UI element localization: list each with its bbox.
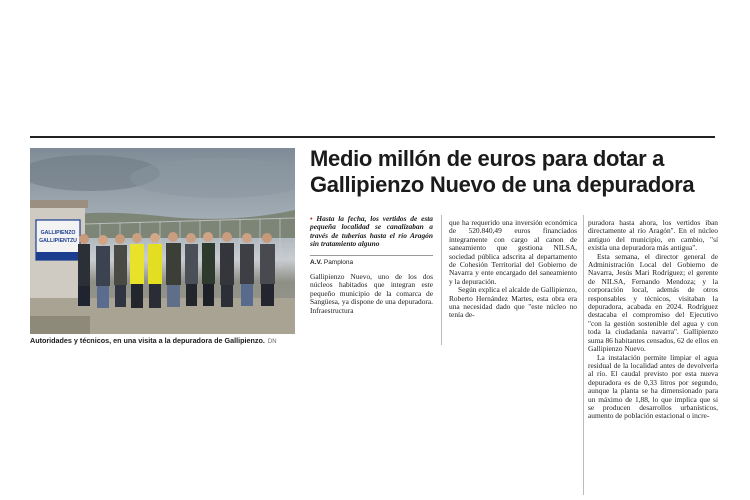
col1-paragraph-1: Gallipienzo Nuevo, uno de los dos núcleos habitados que integran este pequeño municipio de la comarca de Sangüesa, ya dispone de una depuradora. Infraestructura xyxy=(310,272,433,315)
column-1 xyxy=(310,215,433,315)
headline-line-1: Medio millón de euros para dotar a xyxy=(310,146,665,171)
lead-text: Hasta la fecha, los vertidos de esta pequeña localidad se canalizaban a través de tuberías hasta el río Aragón sin tratamiento alguno xyxy=(310,214,433,249)
byline-place: Pamplona xyxy=(323,258,354,266)
column-separator-2 xyxy=(583,215,584,495)
sign-text-2: GALLIPIENTZU xyxy=(39,238,77,244)
headline-line-2: Gallipienzo Nuevo de una depuradora xyxy=(310,172,695,197)
col3-paragraph-2: Esta semana, el director general de Administración Local del Gobierno de Navarra, Jesús Mari Rodríguez; el gerente de NILSA, Fernando Mendoza; y la corporación local, además de otros responsables y técnicos, visitaban la depuradora, acabada en 2024. Rodríguez destacaba el compromiso del Ejecutivo "con la gestión sostenible del agua y con toda la ciudadanía navarra". Gallipienzo suma 86 habitantes censados, 62 de ellos en Gallipienzo Nuevo. xyxy=(588,251,718,354)
lead-paragraph xyxy=(310,215,433,249)
col3-paragraph-3: La instalación permite limpiar el agua residual de la localidad antes de devolverla al río. El caudal previsto por esta nueva depuradora es de 0,33 litros por segundo, aunque la planta se ha dimensionado para un máximo de 1,88, lo que implica que si se producen desarrollos urbanísticos, aumento de población estacional o incre- xyxy=(588,352,718,421)
column-3 xyxy=(588,219,718,421)
caption-text: Autoridades y técnicos, en una visita a la depuradora de Gallipienzo. xyxy=(30,336,265,345)
news-photo xyxy=(30,148,295,334)
col2-paragraph-2: Según explica el alcalde de Gallipienzo, Roberto Hernández Martes, esta obra era una necesidad dado que "este núcleo no tenía de- xyxy=(449,285,577,320)
col2-paragraph-1: que ha requerido una inversión económica de 520.840,49 euros financiados íntegramente con cargo al canon de saneamiento que gestiona NILSA, sociedad pública adscrita al departamento de Cohesión Territorial del Gobierno de Navarra y ente encargado del saneamiento y la depuración. xyxy=(449,218,577,286)
byline xyxy=(310,255,433,267)
headline xyxy=(310,146,720,198)
col3-paragraph-1: puradora hasta ahora, los vertidos iban directamente al río Aragón". En el núcleo antiguo del municipio, en cambio, "sí existía una depuradora más antigua". xyxy=(588,218,718,253)
photo-caption xyxy=(30,336,296,345)
column-2 xyxy=(449,219,577,320)
byline-author: A.V. xyxy=(310,258,323,266)
top-rule xyxy=(30,136,715,138)
photo-credit: DN xyxy=(267,339,277,345)
column-separator-1 xyxy=(441,215,442,345)
lead-bullet: • xyxy=(310,214,313,223)
sign-text-1: GALLIPIENZO xyxy=(40,230,76,236)
